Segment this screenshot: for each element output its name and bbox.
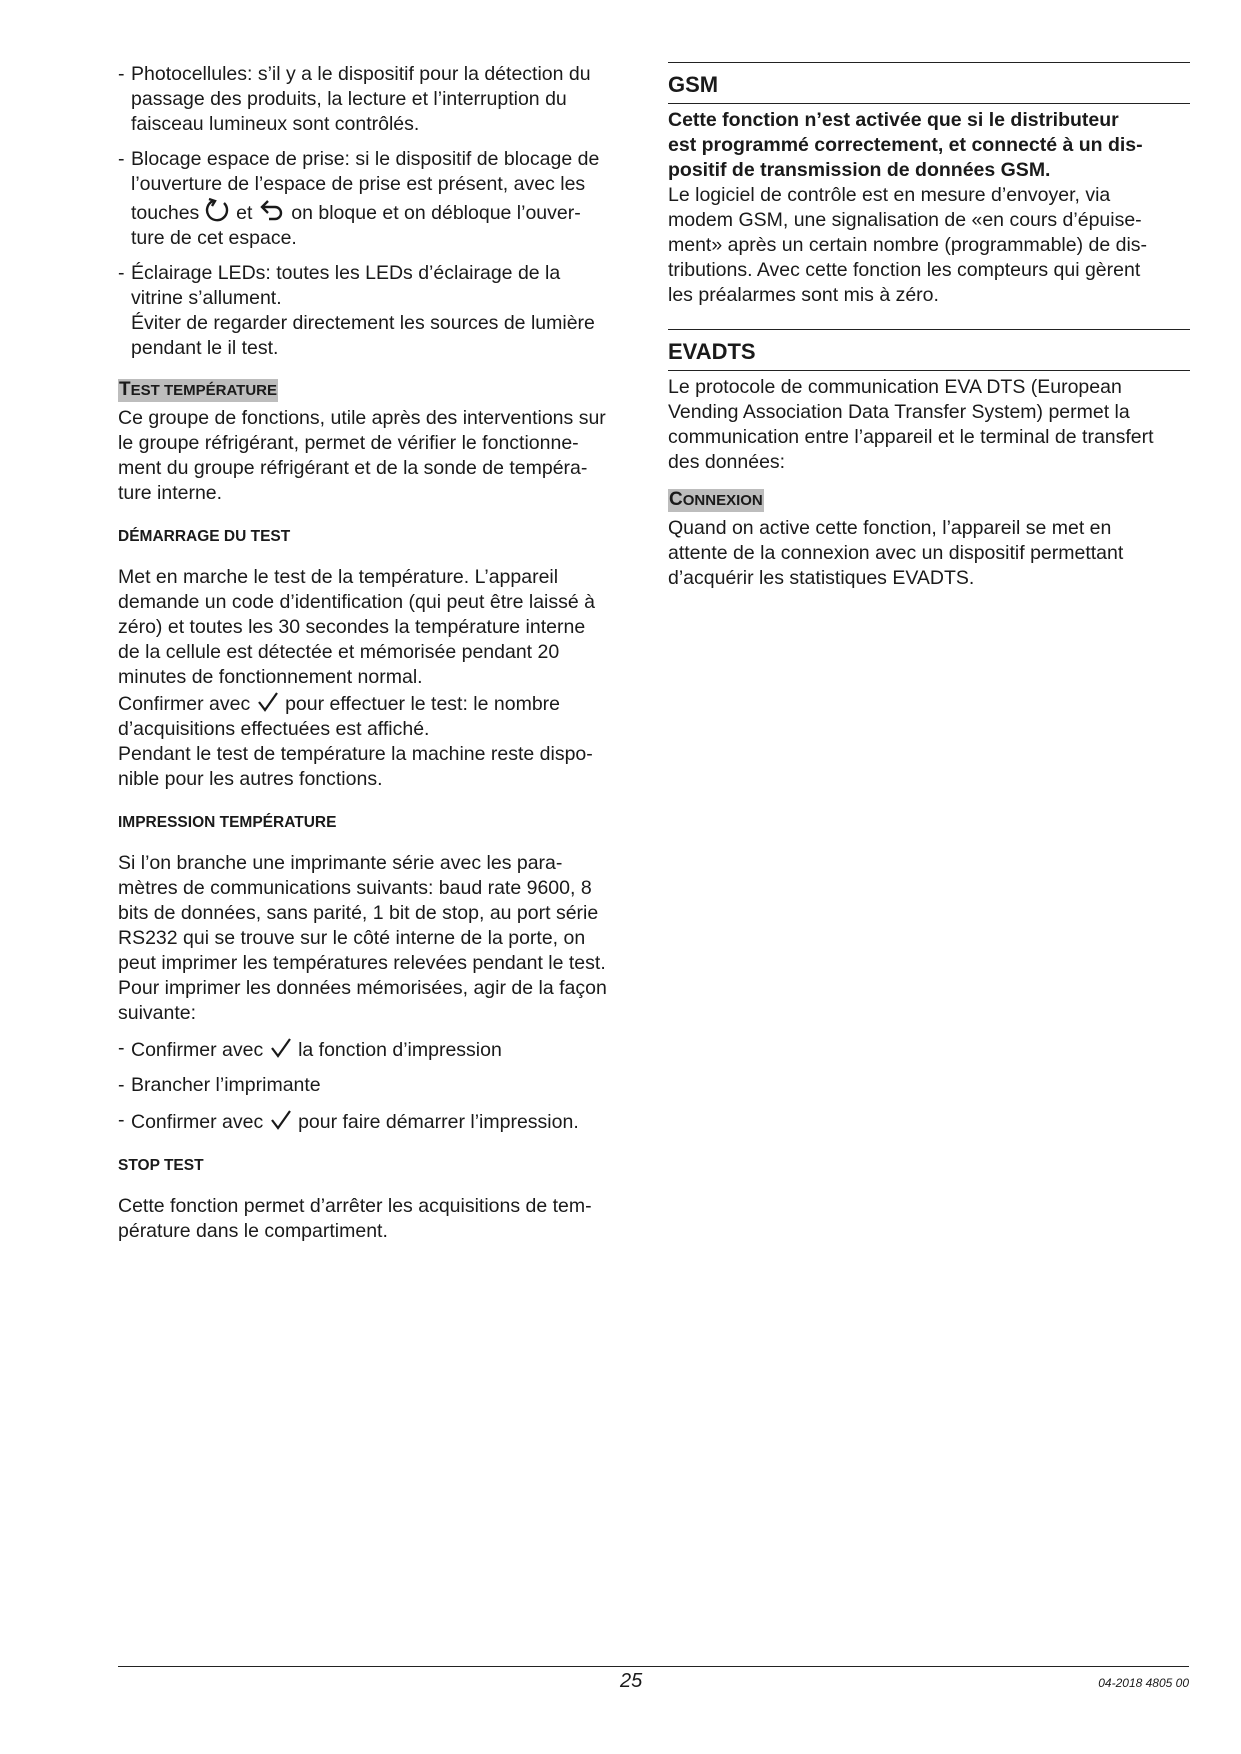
text-fragment: touches [131, 202, 200, 224]
text-line: d’acquisitions effectuées est affiché. [118, 718, 430, 740]
impression-text [118, 851, 638, 1026]
text-line: vitrine s’allument. [131, 287, 282, 309]
text-line: Éviter de regarder directement les sources de lumière [131, 312, 595, 334]
text-line: demande un code d’identification (qui peut être laissé à [118, 591, 595, 613]
text-line: RS232 qui se trouve sur le côté interne de la porte, on [118, 927, 586, 949]
text-line: Ce groupe de fonctions, utile après des interventions sur [118, 407, 606, 429]
gsm-text [668, 183, 1190, 308]
text-fragment: Confirmer avec [118, 693, 251, 715]
impression-step-2 [118, 1073, 638, 1098]
gsm-notice [668, 108, 1190, 183]
text-line: modem GSM, une signalisation de «en cours d’épuise- [668, 209, 1142, 231]
text-line: Quand on active cette fonction, l’appareil se met en [668, 517, 1112, 539]
text-line: pendant le il test. [131, 337, 279, 359]
rotate-clockwise-icon [205, 197, 231, 223]
text-line: faisceau lumineux sont contrôlés. [131, 113, 420, 135]
test-temperature-text [118, 406, 638, 506]
text-line: nible pour les autres fonctions. [118, 768, 383, 790]
text-fragment: et [236, 202, 253, 224]
text-line: ment» après un certain nombre (programmable) de dis- [668, 234, 1148, 256]
impression-step-3 [118, 1108, 638, 1135]
text-line: les préalarmes sont mis à zéro. [668, 284, 939, 306]
page-number: 25 [620, 1670, 643, 1692]
left-column [118, 62, 638, 1244]
impression-step-1 [118, 1036, 638, 1063]
text-fragment: pour effectuer le test: le nombre [285, 693, 561, 715]
demarrage-text [118, 565, 638, 792]
text-line: Vending Association Data Transfer System) permet la [668, 401, 1130, 423]
heading-rest: EST TEMPÉRATURE [130, 382, 278, 399]
text-line: tributions. Avec cette fonction les compteurs qui gèrent [668, 259, 1141, 281]
test-temperature-heading [118, 377, 638, 402]
text-line: Cette fonction permet d’arrêter les acquisitions de tem- [118, 1195, 592, 1217]
text-line: pérature dans le compartiment. [118, 1220, 388, 1242]
text-line: minutes de fonctionnement normal. [118, 666, 423, 688]
text-line: passage des produits, la lecture et l’interruption du [131, 88, 567, 110]
heading-initial: T [119, 379, 131, 400]
document-reference: 04-2018 4805 00 [1098, 1676, 1189, 1690]
connexion-text [668, 516, 1190, 591]
stop-test-text [118, 1194, 638, 1244]
text-line: peut imprimer les températures relevées pendant le test. [118, 952, 606, 974]
gsm-title: GSM [668, 63, 1190, 104]
bullet-eclairage [118, 261, 638, 361]
heading-initial: C [669, 489, 683, 510]
checkmark-icon [269, 1108, 293, 1132]
right-column [668, 62, 1190, 591]
text-line: Cette fonction n’est activée que si le distributeur [668, 109, 1119, 131]
text-line: - Blocage espace de prise: si le dispositif de blocage de [131, 148, 600, 170]
text-fragment: la fonction d’impression [298, 1039, 502, 1061]
text-fragment: pour faire démarrer l’impression. [298, 1111, 579, 1133]
impression-heading: IMPRESSION TEMPÉRATURE [118, 814, 337, 831]
text-line: d’acquérir les statistiques EVADTS. [668, 567, 975, 589]
demarrage-heading: DÉMARRAGE DU TEST [118, 528, 291, 545]
text-line: positif de transmission de données GSM. [668, 159, 1051, 181]
text-line: Met en marche le test de la température. L’appareil [118, 566, 559, 588]
text-fragment: Brancher l’imprimante [131, 1074, 321, 1096]
text-line: - Éclairage LEDs: toutes les LEDs d’éclairage de la [131, 262, 561, 284]
text-line: bits de données, sans parité, 1 bit de stop, au port série [118, 902, 599, 924]
evadts-text [668, 375, 1190, 475]
stop-test-heading: STOP TEST [118, 1157, 204, 1174]
text-line: - Photocellules: s’il y a le dispositif pour la détection du [131, 63, 591, 85]
text-line: des données: [668, 451, 786, 473]
evadts-title: EVADTS [668, 330, 1190, 371]
text-line: Pendant le test de température la machine reste dispo- [118, 743, 593, 765]
checkmark-icon [256, 690, 280, 714]
text-line [118, 690, 638, 717]
connexion-heading [668, 487, 1190, 512]
footer-divider [118, 1666, 1189, 1667]
text-line: de la cellule est détectée et mémorisée pendant 20 [118, 641, 560, 663]
text-line: attente de la connexion avec un dispositif permettant [668, 542, 1124, 564]
text-line: Le protocole de communication EVA DTS (European [668, 376, 1122, 398]
text-line: est programmé correctement, et connecté à un dis- [668, 134, 1143, 156]
text-line: ment du groupe réfrigérant et de la sonde de tempéra- [118, 457, 588, 479]
text-line: mètres de communications suivants: baud rate 9600, 8 [118, 877, 592, 899]
text-line: ture de cet espace. [131, 227, 297, 249]
text-line: ture interne. [118, 482, 223, 504]
text-line [131, 197, 638, 226]
text-fragment: Confirmer avec [131, 1111, 264, 1133]
heading-rest: ONNEXION [682, 492, 763, 509]
text-line: Si l’on branche une imprimante série avec les para- [118, 852, 563, 874]
text-fragment: on bloque et on débloque l’ouver- [291, 202, 581, 224]
text-line: le groupe réfrigérant, permet de vérifier le fonctionne- [118, 432, 579, 454]
text-line: Le logiciel de contrôle est en mesure d’envoyer, via [668, 184, 1111, 206]
text-line: communication entre l’appareil et le terminal de transfert [668, 426, 1154, 448]
checkmark-icon [269, 1036, 293, 1060]
text-line: l’ouverture de l’espace de prise est présent, avec les [131, 173, 586, 195]
text-line: zéro) et toutes les 30 secondes la température interne [118, 616, 586, 638]
text-line: Pour imprimer les données mémorisées, agir de la façon [118, 977, 607, 999]
undo-arrow-icon [258, 199, 286, 223]
bullet-photocellules [118, 62, 638, 137]
text-line: suivante: [118, 1002, 197, 1024]
text-fragment: Confirmer avec [131, 1039, 264, 1061]
bullet-blocage [118, 147, 638, 251]
